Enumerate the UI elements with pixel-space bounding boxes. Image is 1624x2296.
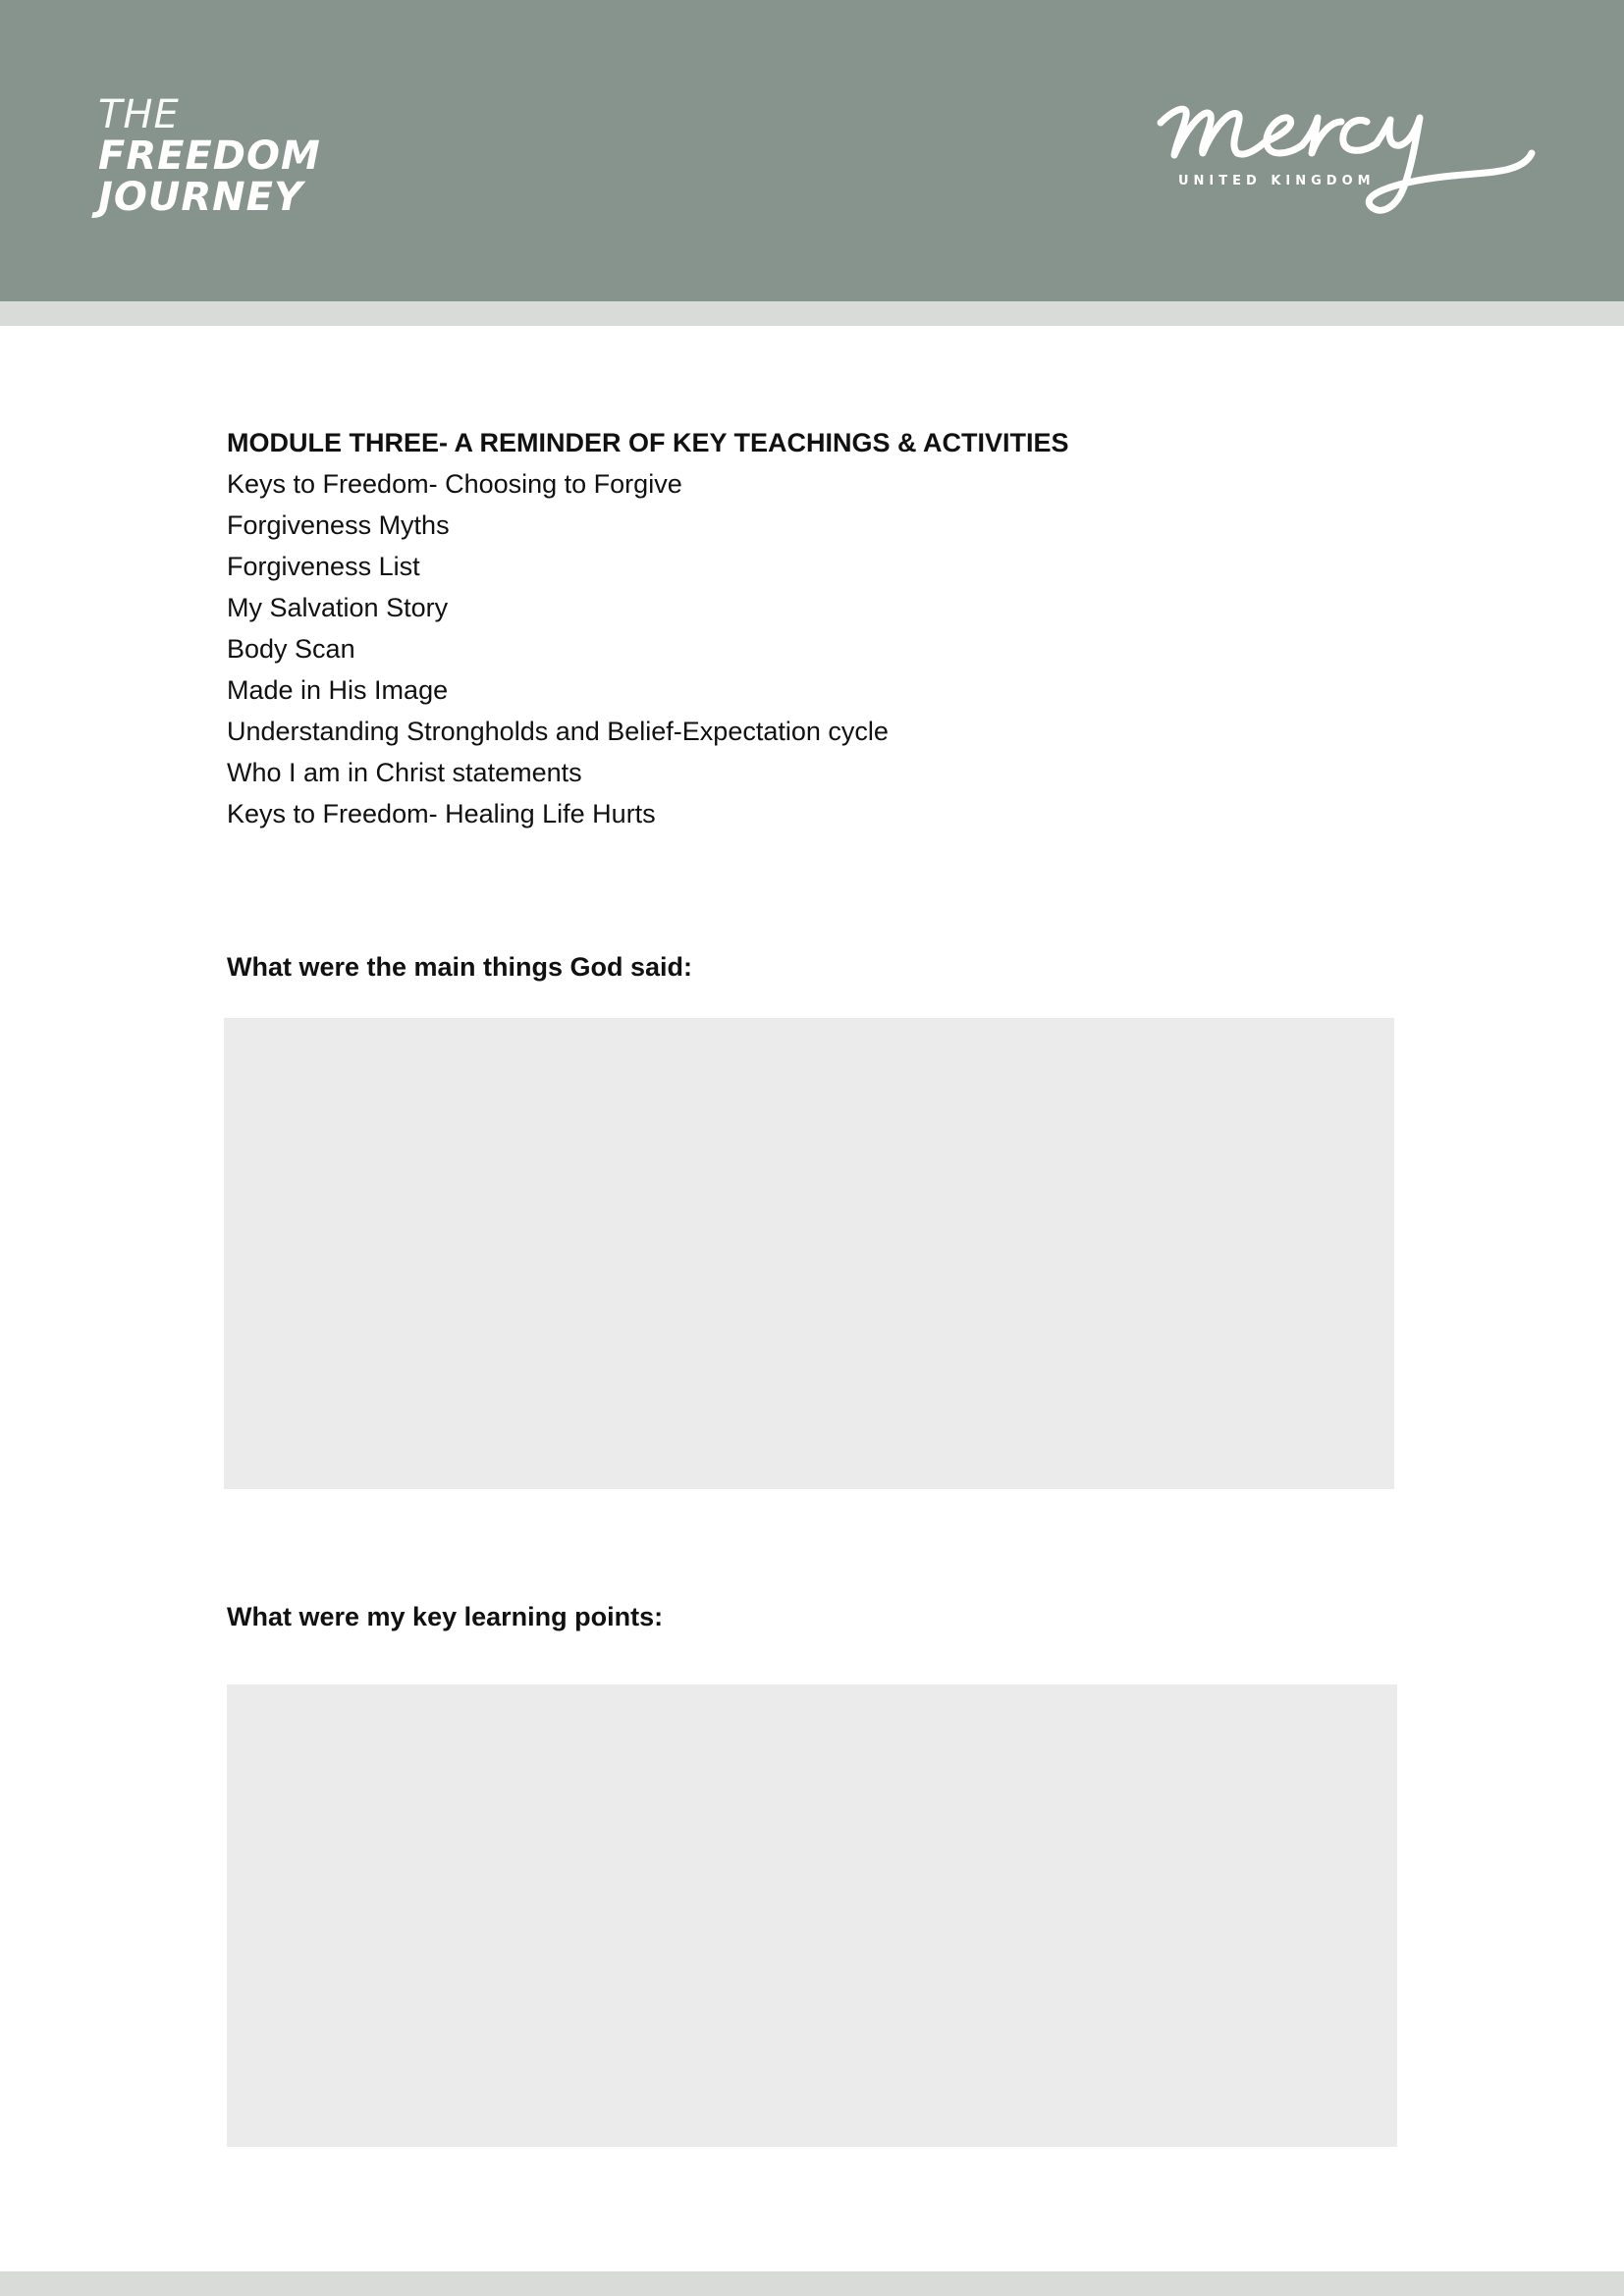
topic-item: Body Scan <box>227 634 355 664</box>
topic-item: Understanding Strongholds and Belief-Expectation cycle <box>227 717 889 746</box>
mercy-logo <box>1149 88 1542 236</box>
header-divider-strip <box>0 301 1624 326</box>
question-learning-points-label: What were my key learning points: <box>227 1602 664 1631</box>
learning-points-answer-field[interactable] <box>227 1684 1397 2147</box>
module-title: MODULE THREE- A REMINDER OF KEY TEACHINGS & ACTIVITIES <box>227 428 1069 457</box>
page-header <box>0 0 1624 301</box>
god-said-answer-field[interactable] <box>224 1018 1394 1489</box>
question-god-said-label: What were the main things God said: <box>227 952 693 982</box>
topic-item: Forgiveness List <box>227 552 420 581</box>
mercy-tagline: UNITED KINGDOM <box>1178 174 1376 188</box>
logo-line-the: THE <box>98 92 180 137</box>
topic-list <box>227 463 1405 834</box>
logo-line-journey: JOURNEY <box>98 175 303 220</box>
topic-item: Keys to Freedom- Healing Life Hurts <box>227 799 656 828</box>
logo-line-freedom: FREEDOM <box>98 133 321 179</box>
topic-item: Forgiveness Myths <box>227 510 450 540</box>
topic-item: Made in His Image <box>227 675 449 705</box>
topic-item: Who I am in Christ statements <box>227 758 582 787</box>
mercy-script-icon <box>1149 88 1542 236</box>
footer-divider-strip <box>0 2271 1624 2296</box>
module-summary <box>227 422 1405 834</box>
topic-item: Keys to Freedom- Choosing to Forgive <box>227 469 682 499</box>
topic-item: My Salvation Story <box>227 593 449 622</box>
freedom-journey-logo <box>98 94 321 218</box>
